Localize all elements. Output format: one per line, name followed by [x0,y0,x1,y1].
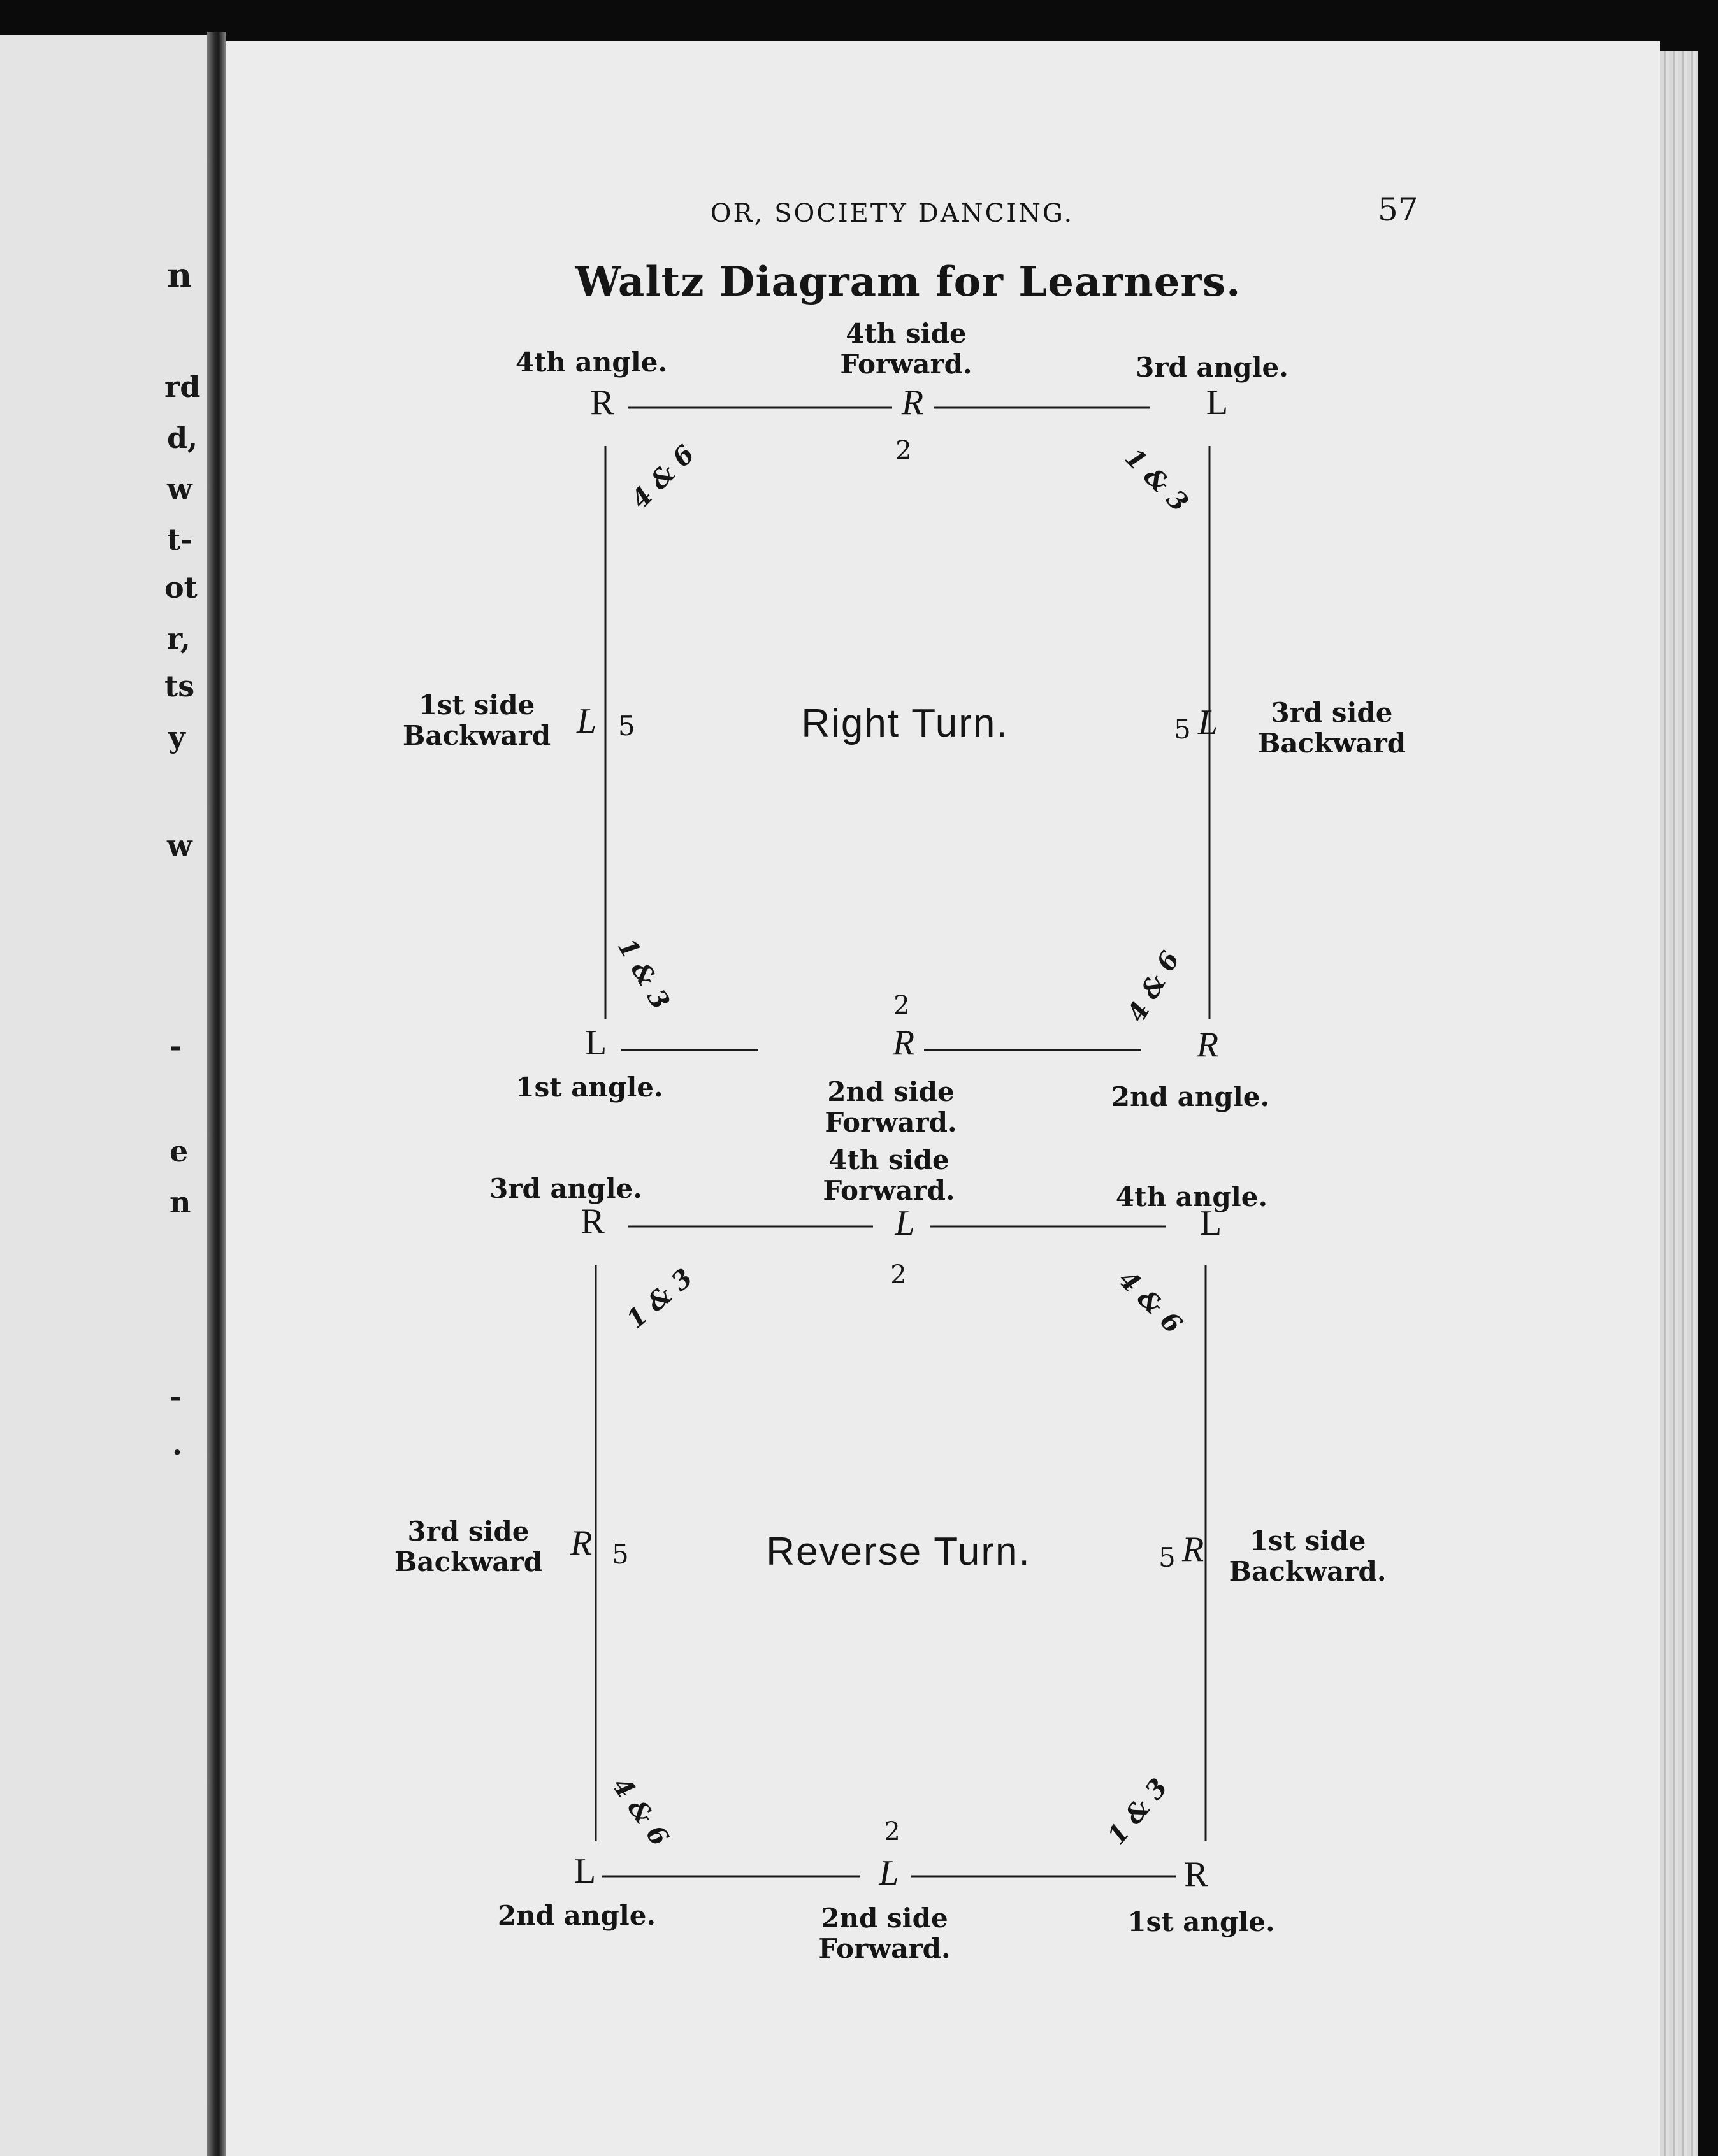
foot-marker: L [879,1853,899,1893]
count-number: 5 [1174,714,1191,745]
side-label: 3rd side Backward [394,1516,543,1577]
foot-marker: R [1182,1530,1204,1569]
angle-label: 4th angle. [515,347,668,378]
foot-marker: R [581,1202,605,1241]
margin-fragment: d, [167,420,198,455]
angle-label: 2nd angle. [497,1900,656,1931]
angle-label: 1st angle. [1127,1906,1275,1937]
foot-marker: L [574,1851,596,1891]
step-count-diagonal: 1 & 3 [1101,1772,1174,1851]
foot-marker: R [901,383,924,422]
page-number: 57 [1378,191,1418,228]
step-count-diagonal: 1 & 3 [1119,442,1194,518]
step-count-diagonal: 4 & 6 [606,1772,675,1851]
step-count-diagonal: 4 & 6 [1121,945,1186,1028]
count-number: 2 [893,991,910,1020]
side-label: 4th side Forward. [823,1144,955,1206]
foot-marker: R [1196,1025,1219,1065]
running-title: OR, SOCIETY DANCING. [710,199,1074,228]
turn-label: Reverse Turn. [766,1530,1031,1574]
margin-fragment: r, [167,621,191,656]
foot-marker: R [892,1023,915,1063]
side-label: 2nd side Forward. [818,1902,951,1964]
margin-fragment: e [170,1134,189,1168]
step-count-diagonal: 1 & 3 [611,933,676,1015]
angle-label: 4th angle. [1115,1181,1268,1212]
count-number: 2 [890,1260,907,1290]
margin-fragment: . [172,1427,183,1462]
diagram-title: Waltz Diagram for Learners. [575,258,1241,306]
margin-fragment: w [167,828,192,863]
margin-fragment: n [167,255,192,296]
side-label: 1st side Backward. [1229,1525,1387,1587]
foot-marker: L [895,1204,915,1243]
margin-fragment: y [168,720,185,754]
side-label: 4th side Forward. [840,318,972,380]
foot-marker: R [570,1523,593,1563]
turn-label: Right Turn. [801,701,1009,745]
angle-label: 1st angle. [516,1072,663,1103]
side-label: 2nd side Forward. [825,1076,957,1138]
angle-label: 3rd angle. [1136,352,1288,383]
margin-fragment: - [170,1029,182,1063]
foot-marker: L [577,701,597,741]
margin-fragment: t- [167,522,193,557]
angle-label: 3rd angle. [489,1173,642,1204]
count-number: 5 [612,1539,629,1570]
side-label: 3rd side Backward [1257,697,1406,759]
foot-marker: L [1198,703,1218,742]
margin-fragment: ot [164,570,198,605]
angle-label: 2nd angle. [1111,1081,1270,1112]
foot-marker: R [1184,1855,1208,1894]
margin-fragment: ts [164,669,195,703]
foot-marker: L [584,1023,607,1063]
count-number: 2 [895,436,912,465]
count-number: 5 [1159,1542,1176,1573]
margin-fragment: - [170,1379,182,1414]
margin-fragment: w [167,471,192,506]
foot-marker: R [590,383,614,422]
margin-fragment: n [170,1185,191,1219]
side-label: 1st side Backward [402,689,551,751]
margin-fragment: rd [164,370,201,404]
step-count-diagonal: 4 & 6 [1113,1264,1188,1340]
step-count-diagonal: 1 & 3 [621,1263,698,1335]
count-number: 2 [884,1817,900,1846]
foot-marker: L [1206,383,1229,422]
foot-marker: L [1199,1204,1222,1243]
count-number: 5 [618,710,635,742]
step-count-diagonal: 4 & 6 [625,439,700,515]
